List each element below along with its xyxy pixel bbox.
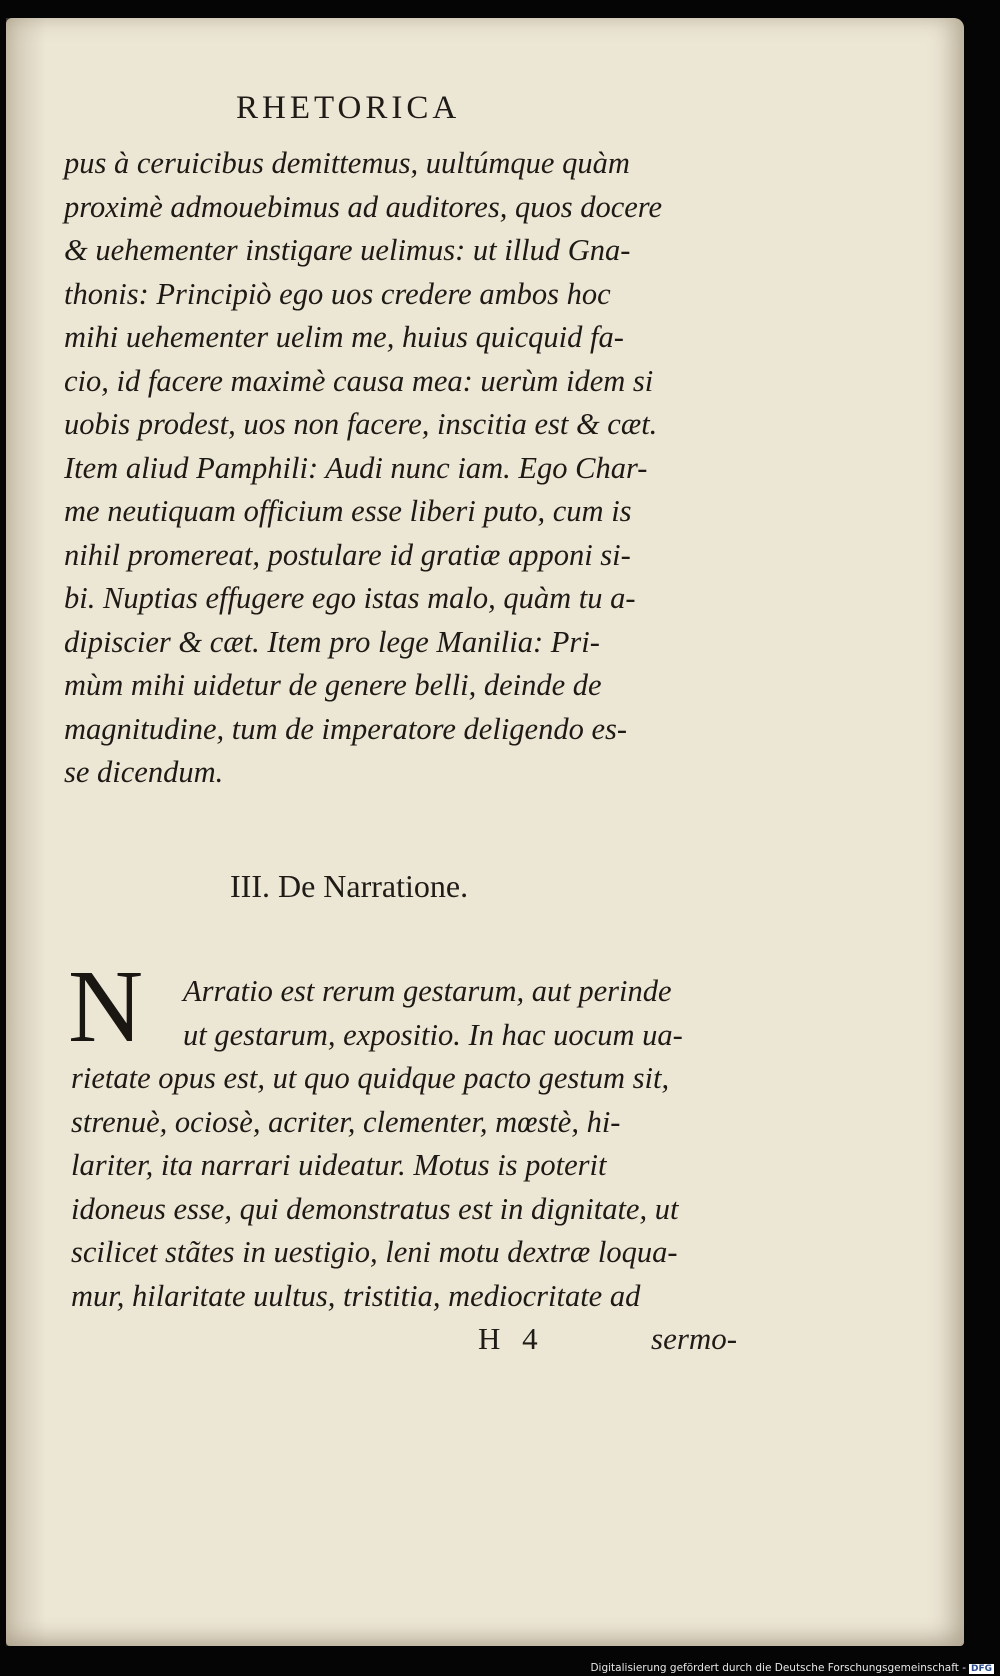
text-line: se dicendum. (64, 755, 224, 789)
text-line: nihil promereat, postulare id gratiæ apponi si- (64, 537, 631, 572)
narration-text (71, 1057, 751, 1318)
text-line: ut gestarum, expositio. In hac uocum ua- (183, 1017, 683, 1052)
text-line: me neutiquam officium esse liberi puto, cum is (64, 494, 632, 528)
paragraph-text (64, 142, 744, 795)
book-page (6, 18, 964, 1646)
text-line: dipiscier & cæt. Item pro lege Manilia: Pri- (64, 624, 600, 659)
text-line: scilicet stãtes in uestigio, leni motu dextræ loqua- (71, 1235, 678, 1269)
signature-mark: H 4 (478, 1321, 538, 1356)
text-line: cio, id facere maximè causa mea: uerùm idem si (64, 363, 654, 398)
text-line: uobis prodest, uos non facere, inscitia est & cæt. (64, 407, 658, 441)
text-line: rietate opus est, ut quo quidque pacto gestum sit, (71, 1061, 670, 1095)
text-line: bi. Nuptias effugere ego istas malo, quàm tu a- (64, 581, 636, 615)
text-line: mihi uehementer uelim me, huius quicquid fa- (64, 320, 624, 354)
text-line: strenuè, ociosè, acriter, clementer, mœstè, hi- (71, 1104, 621, 1139)
catchword: sermo- (651, 1321, 738, 1356)
text-line: thonis: Principiò ego uos credere ambos hoc (64, 276, 611, 311)
footer-credit (590, 1662, 994, 1674)
text-line: lariter, ita narrari uideatur. Motus is poterit (71, 1148, 607, 1182)
text-line: magnitudine, tum de imperatore deligendo es- (64, 711, 628, 746)
section-heading: III. De Narratione. (230, 868, 469, 904)
text-line: mur, hilaritate uultus, tristitia, mediocritate ad (71, 1278, 641, 1313)
text-line: proximè admouebimus ad auditores, quos docere (64, 189, 663, 224)
text-line: & uehementer instigare uelimus: ut illud Gna- (64, 233, 631, 267)
text-line: Arratio est rerum gestarum, aut perinde (183, 974, 672, 1008)
dfg-logo: DFG (970, 1664, 992, 1674)
text-line: Item aliud Pamphili: Audi nunc iam. Ego Char- (64, 450, 648, 485)
text-line: idoneus esse, qui demonstratus est in dignitate, ut (71, 1191, 679, 1226)
text-line: mùm mihi uidetur de genere belli, deinde de (64, 668, 602, 702)
running-head: RHETORICA (236, 90, 461, 126)
drop-cap: N (68, 949, 144, 1064)
narration-opening (183, 970, 743, 1057)
text-line: pus à ceruicibus demittemus, uultúmque quàm (64, 146, 630, 180)
footer-credit-text: Digitalisierung gefördert durch die Deutsche Forschungsgemeinschaft - (590, 1662, 966, 1674)
